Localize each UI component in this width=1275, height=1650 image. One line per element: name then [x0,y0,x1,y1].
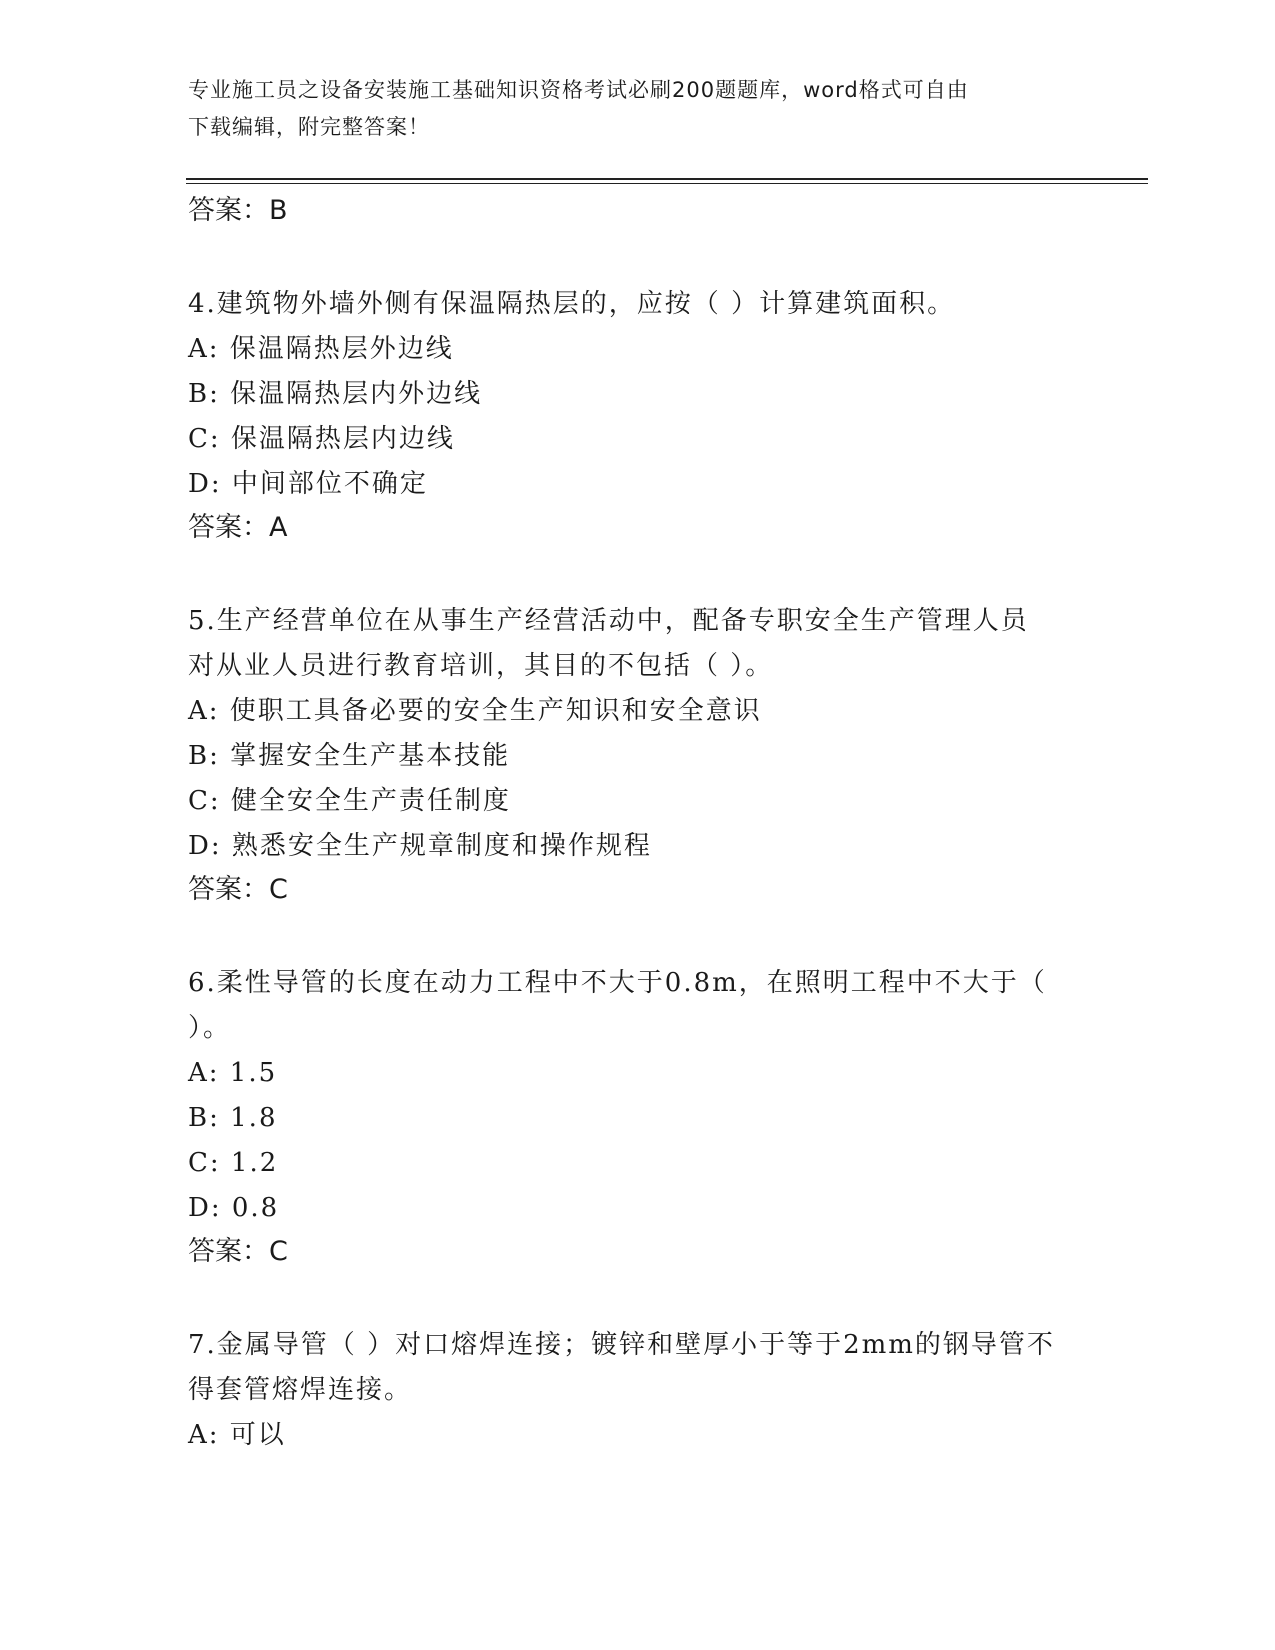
question-5-line-1: 5.生产经营单位在从事生产经营活动中，配备专职安全生产管理人员 [188,606,1029,636]
question-6-line-1: 6.柔性导管的长度在动力工程中不大于0.8m，在照明工程中不大于（ [188,968,1047,998]
header-line-2: 下载编辑，附完整答案！ [188,115,430,139]
header-rule-thin [186,183,1148,184]
question-4-option-a: A: 保温隔热层外边线 [188,334,454,364]
question-6-option-a: A: 1.5 [188,1058,278,1088]
question-4 [188,282,1088,549]
question-7 [188,1323,1088,1458]
header-rule-thick [186,178,1148,180]
question-5-answer: 答案：C [188,874,288,905]
question-4-option-b: B: 保温隔热层内外边线 [188,379,483,409]
question-5-option-b: B: 掌握安全生产基本技能 [188,741,511,771]
question-5-option-c: C: 健全安全生产责任制度 [188,786,511,816]
question-4-line-1: 4.建筑物外墙外侧有保温隔热层的，应按（ ）计算建筑面积。 [188,289,956,319]
document-header [188,72,1068,146]
spacer [188,549,1088,599]
question-4-answer: 答案：A [188,512,288,543]
question-6-answer: 答案：C [188,1236,288,1267]
question-4-option-d: D: 中间部位不确定 [188,469,428,499]
question-list [188,190,1088,1458]
spacer [188,911,1088,961]
question-5-option-d: D: 熟悉安全生产规章制度和操作规程 [188,831,652,861]
previous-answer: 答案：B [188,195,288,226]
header-line-1: 专业施工员之设备安装施工基础知识资格考试必刷200题题库，word格式可自由 [188,78,969,102]
question-5 [188,599,1088,911]
question-6-option-c: C: 1.2 [188,1148,279,1178]
question-6 [188,961,1088,1273]
spacer [188,1273,1088,1323]
question-5-line-2: 对从业人员进行教育培训，其目的不包括（ ）。 [188,651,774,681]
question-6-option-b: B: 1.8 [188,1103,278,1133]
question-6-option-d: D: 0.8 [188,1193,280,1223]
question-6-line-2: ）。 [188,1013,232,1043]
question-7-line-1: 7.金属导管（ ）对口熔焊连接；镀锌和壁厚小于等于2mm的钢导管不 [188,1330,1055,1360]
question-4-option-c: C: 保温隔热层内边线 [188,424,455,454]
question-7-line-2: 得套管熔焊连接。 [188,1375,413,1405]
question-5-option-a: A: 使职工具备必要的安全生产知识和安全意识 [188,696,762,726]
spacer [188,232,1088,282]
question-7-option-a: A: 可以 [188,1420,286,1450]
